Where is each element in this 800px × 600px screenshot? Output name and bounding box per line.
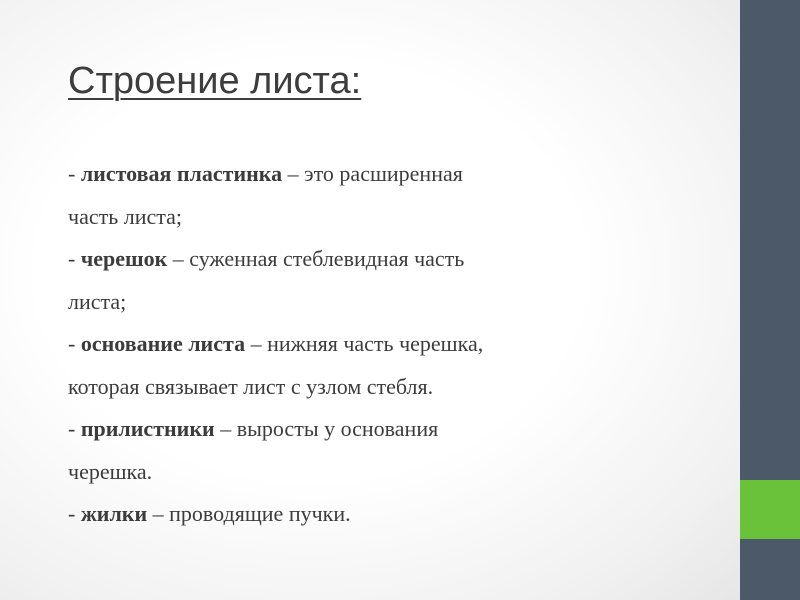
list-item-definition: – суженная стеблевидная часть [167, 246, 465, 271]
list-item-continuation: которая связывает лист с узлом стебля. [68, 373, 434, 399]
list-item-dash: - [68, 246, 81, 271]
list-item-line [68, 323, 708, 366]
list-item-continuation: листа; [68, 288, 127, 314]
list-item-line [68, 153, 708, 196]
list-item-continuation: черешка. [68, 458, 153, 484]
list-item-definition: – проводящие пучки. [147, 501, 351, 526]
list-item-definition: – выросты у основания [214, 416, 439, 441]
list-item-line [68, 493, 708, 536]
list-item-dash: - [68, 161, 81, 186]
green-accent-block [740, 480, 800, 539]
list-item-dash: - [68, 331, 81, 356]
list-item-dash: - [68, 501, 81, 526]
list-item-line [68, 238, 708, 281]
list-item-dash: - [68, 416, 81, 441]
list-item-term: прилистники [80, 416, 215, 441]
slide-body [68, 153, 708, 536]
list-item-definition: – нижняя часть черешка, [245, 331, 484, 356]
list-item-term: основание листа [80, 331, 246, 356]
list-item-definition: – это расширенная [282, 161, 463, 186]
slide-title: Строение листа: [68, 60, 362, 102]
list-item-continuation: часть листа; [68, 203, 183, 229]
list-item-term: жилки [80, 501, 148, 526]
list-item-term: листовая пластинка [80, 161, 283, 186]
list-item-line [68, 408, 708, 451]
list-item-term: черешок [80, 246, 168, 271]
